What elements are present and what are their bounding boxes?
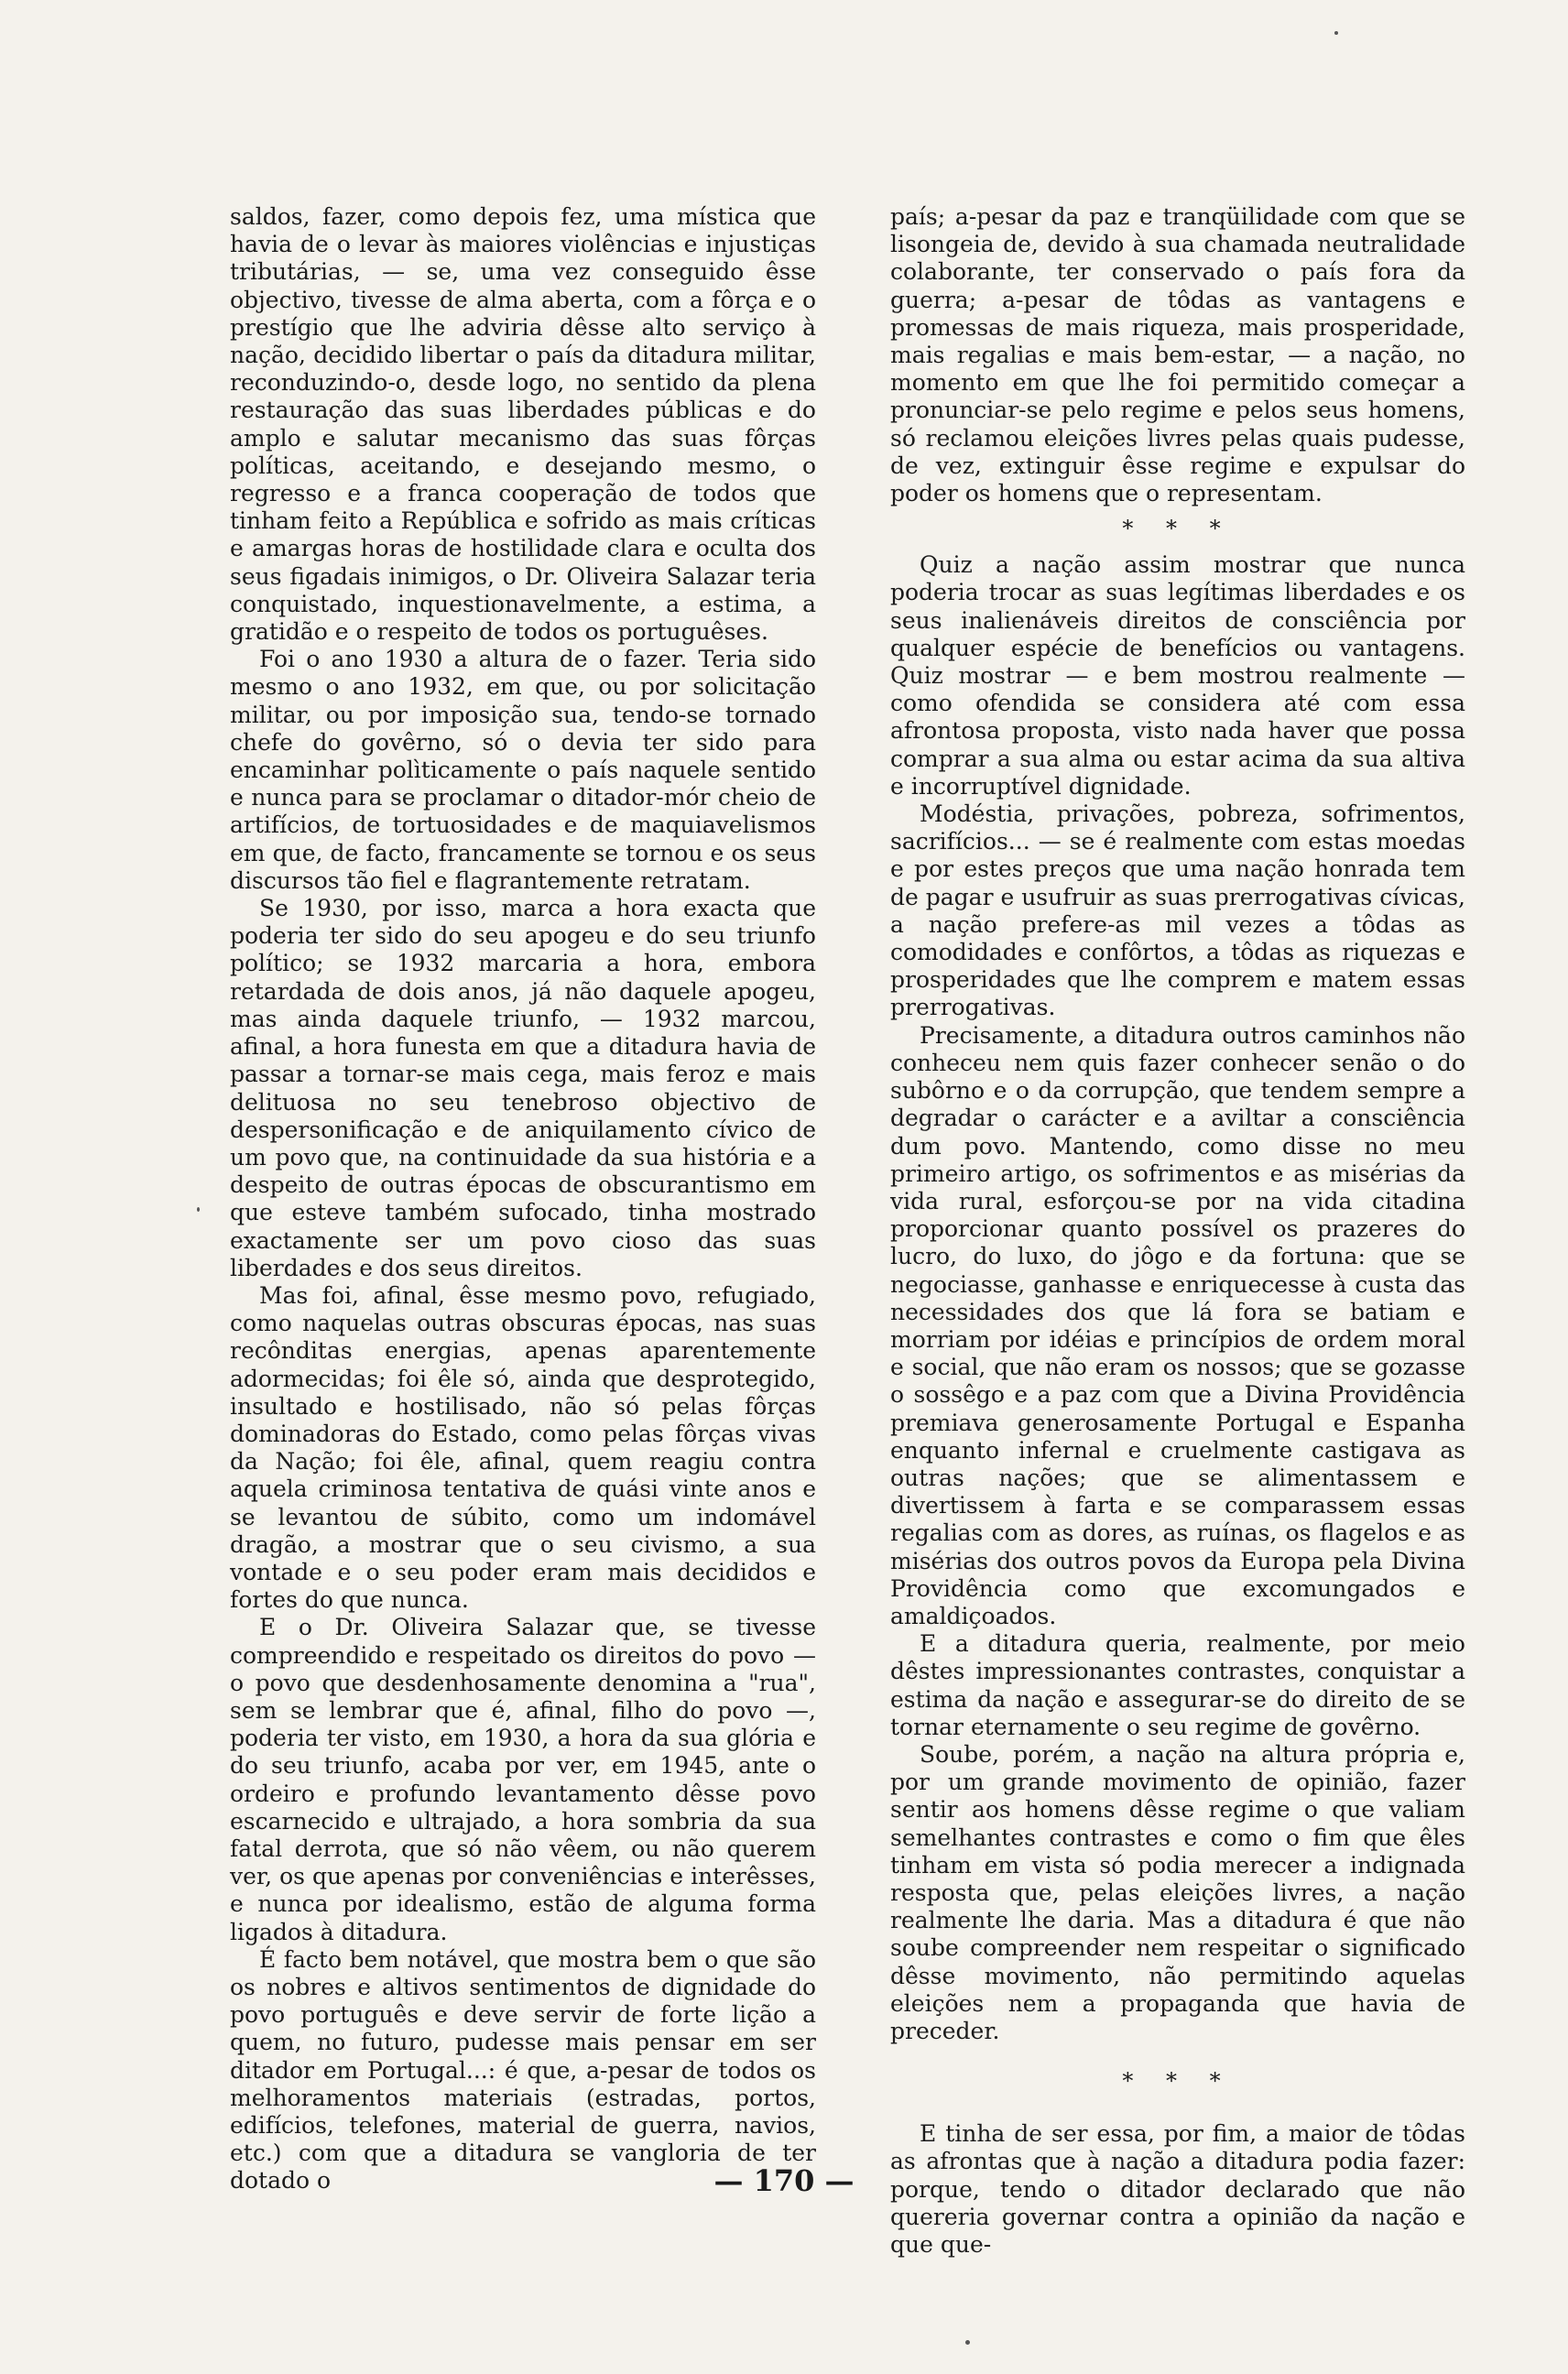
paragraph: E o Dr. Oliveira Salazar que, se tivesse compreendido e respeitado os direitos do povo — o povo que desdenhosamente denomina a "rua", sem se lembrar que é, afinal, filho do povo —, poderia ter visto, em 1930, a hora da sua glória e do seu triunfo, acaba por ver, em 1945, ante o ordeiro e profundo levantamento dêsse povo escarnecido e ultrajado, a hora sombria da sua fatal derrota, que só não vêem, ou não querem ver, os que apenas por conveniências e interêsses, e nunca por idealismo, estão de alguma forma ligados à ditadura. — [230, 1614, 816, 1945]
section-separator: * * * — [1122, 516, 1234, 542]
paragraph: E tinha de ser essa, por fim, a maior de tôdas as afrontas que à nação a ditadura podia fazer: porque, tendo o ditador declarado que não quereria governar contra a opinião da nação e que que- — [890, 2120, 1465, 2259]
paragraph: Soube, porém, a nação na altura própria e, por um grande movimento de opinião, fazer sentir aos homens dêsse regime o que valiam semelhantes contrastes e como o fim que êles tinham em vista só podia merecer a indignada resposta que, pelas eleições livres, a nação realmente lhe daria. Mas a ditadura é que não soube compreender nem respeitar o significado dêsse movimento, não permitindo aquelas eleições nem a propaganda que havia de preceder. — [890, 1740, 1465, 2044]
section-separator: * * * — [1122, 2068, 1234, 2095]
left-column — [230, 203, 816, 2195]
paragraph: Quiz a nação assim mostrar que nunca poderia trocar as suas legítimas liberdades e os seus inalienáveis direitos de consciência por qualquer espécie de benefícios ou vantagens. Quiz mostrar — e bem mostrou realmente — como ofendida se considera até com essa afrontosa proposta, visto nada haver que possa comprar a sua alma ou estar acima da sua altiva e incorruptível dignidade. — [890, 551, 1465, 800]
paragraph: saldos, fazer, como depois fez, uma mística que havia de o levar às maiores violências e injustiças tributárias, — se, uma vez conseguido êsse objectivo, tivesse de alma aberta, com a fôrça e o prestígio que lhe adviria dêsse alto serviço à nação, decidido libertar o país da ditadura militar, reconduzindo-o, desde logo, no sentido da plena restauração das suas liberdades públicas e do amplo e salutar mecanismo das suas fôrças políticas, aceitando, e desejando mesmo, o regresso e a franca cooperação de todos que tinham feito a República e sofrido as mais críticas e amargas horas de hostilidade clara e oculta dos seus figadais inimigos, o Dr. Oliveira Salazar teria conquistado, inquestionavelmente, a estima, a gratidão e o respeito de todos os portuguêses. — [230, 203, 816, 646]
paragraph: Precisamente, a ditadura outros caminhos não conheceu nem quis fazer conhecer senão o do subôrno e o da corrupção, que tendem sempre a degradar o carácter e a aviltar a consciência dum povo. Mantendo, como disse no meu primeiro artigo, os sofrimentos e as misérias da vida rural, esforçou-se por na vida citadina proporcionar quanto possível os prazeres do lucro, do luxo, do jôgo e da fortuna: que se negociasse, ganhasse e enriquecesse à custa das necessidades dos que lá fora se batiam e morriam por idéias e princípios de ordem moral e social, que não eram os nossos; que se gozasse o sossêgo e a paz com que a Divina Providência premiava generosamente Portugal e Espanha enquanto infernal e cruelmente castigava as outras nações; que se alimentassem e divertissem à farta e se comparassem essas regalias com as dores, as ruínas, os flagelos e as misérias dos outros povos da Europa pela Divina Providência como que excomungados e amaldiçoados. — [890, 1021, 1465, 1629]
paragraph: Foi o ano 1930 a altura de o fazer. Teria sido mesmo o ano 1932, em que, ou por solicitação militar, ou por imposição sua, tendo-se tornado chefe do govêrno, só o devia ter sido para encaminhar polìticamente o país naquele sentido e nunca para se proclamar o ditador-mór cheio de artifícios, de tortuosidades e de maquiavelismos em que, de facto, francamente se tornou e os seus discursos tão fiel e flagrantemente retratam. — [230, 646, 816, 894]
right-column — [890, 203, 1465, 2259]
paragraph: É facto bem notável, que mostra bem o que são os nobres e altivos sentimentos de dignidade do povo português e deve servir de forte lição a quem, no futuro, pudesse mais pensar em ser ditador em Portugal...: é que, a-pesar de todos os melhoramentos materiais (estradas, portos, edifícios, telefones, material de guerra, navios, etc.) com que a ditadura se vangloria de ter dotado o — [230, 1945, 816, 2194]
paragraph: E a ditadura queria, realmente, por meio dêstes impressionantes contrastes, conquistar a estima da nação e assegurar-se do direito de se tornar eternamente o seu regime de govêrno. — [890, 1630, 1465, 1740]
paragraph: Se 1930, por isso, marca a hora exacta que poderia ter sido do seu apogeu e do seu triunfo político; se 1932 marcaria a hora, embora retardada de dois anos, já não daquele apogeu, mas ainda daquele triunfo, — 1932 marcou, afinal, a hora funesta em que a ditadura havia de passar a tornar-se mais cega, mais feroz e mais delituosa no seu tenebroso objectivo de despersonificação e de aniquilamento cívico de um povo que, na continuidade da sua história e a despeito de outras épocas de obscurantismo em que esteve também sufocado, tinha mostrado exactamente ser um povo cioso das suas liberdades e dos seus direitos. — [230, 895, 816, 1281]
page-number: — 170 — — [713, 2163, 855, 2198]
paragraph: Modéstia, privações, pobreza, sofrimentos, sacrifícios... — se é realmente com estas moedas e por estes preços que uma nação honrada tem de pagar e usufruir as suas prerrogativas cívicas, a nação prefere-as mil vezes a tôdas as comodidades e confôrtos, a tôdas as riquezas e prosperidades que lhe comprem e matem essas prerrogativas. — [890, 800, 1465, 1021]
paragraph: país; a-pesar da paz e tranqüilidade com que se lisongeia de, devido à sua chamada neutralidade colaborante, ter conservado o país fora da guerra; a-pesar de tôdas as vantagens e promessas de mais riqueza, mais prosperidade, mais regalias e mais bem-estar, — a nação, no momento em que lhe foi permitido começar a pronunciar-se pelo regime e pelos seus homens, só reclamou eleições livres pelas quais pudesse, de vez, extinguir êsse regime e expulsar do poder os homens que o representam. — [890, 203, 1465, 507]
paragraph: Mas foi, afinal, êsse mesmo povo, refugiado, como naquelas outras obscuras épocas, nas suas recônditas energias, apenas aparentemente adormecidas; foi êle só, ainda que desprotegido, insultado e hostilisado, não só pelas fôrças dominadoras do Estado, como pelas fôrças vivas da Nação; foi êle, afinal, quem reagiu contra aquela criminosa tentativa de quási vinte anos e se levantou de súbito, como um indomável dragão, a mostrar que o seu civismo, a sua vontade e o seu poder eram mais decididos e fortes do que nunca. — [230, 1281, 816, 1614]
scan-speck — [965, 2340, 970, 2345]
scan-speck — [1334, 31, 1338, 35]
scan-speck — [197, 1207, 200, 1212]
